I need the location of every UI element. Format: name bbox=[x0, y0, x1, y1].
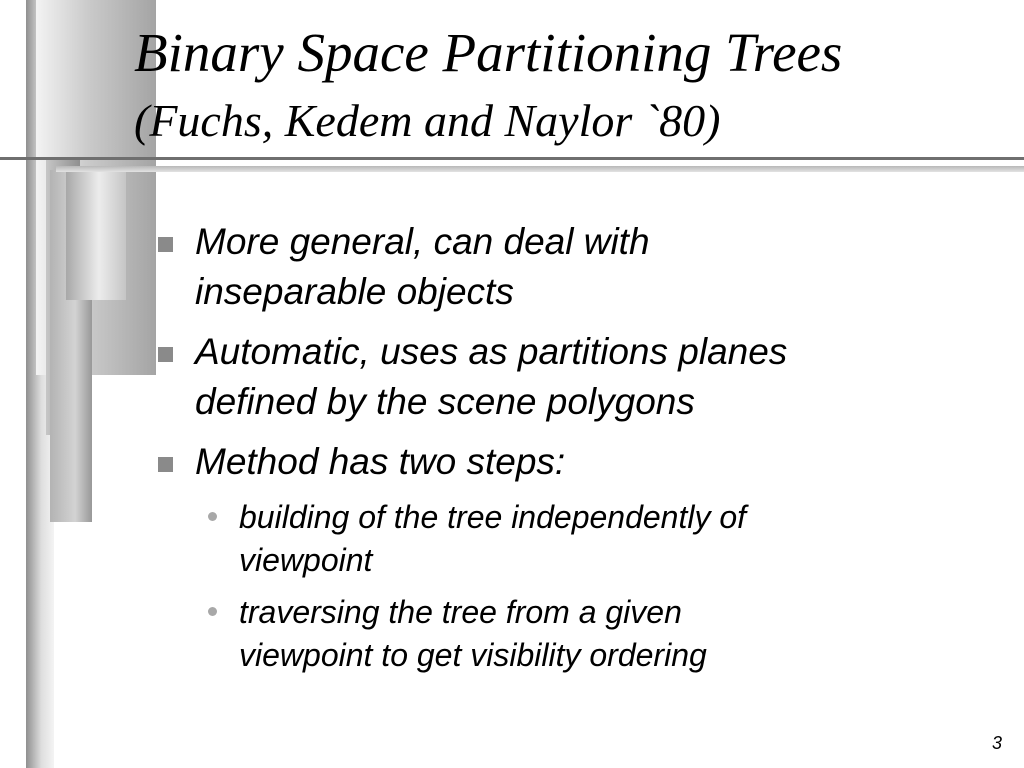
sub-bullet-text-line: building of the tree independently of bbox=[239, 499, 747, 535]
bullet-text-line: inseparable objects bbox=[195, 271, 514, 312]
square-bullet-icon bbox=[158, 237, 173, 252]
title-divider-shadow bbox=[56, 166, 1024, 172]
sub-bullet-text-line: viewpoint to get visibility ordering bbox=[239, 637, 707, 673]
decorative-bar bbox=[66, 168, 126, 300]
square-bullet-icon bbox=[158, 457, 173, 472]
bullet-text-line: defined by the scene polygons bbox=[195, 381, 695, 422]
square-bullet-icon bbox=[158, 347, 173, 362]
bullet-text-line: More general, can deal with bbox=[195, 221, 650, 262]
dot-bullet-icon bbox=[208, 607, 217, 616]
sub-bullet-text-line: viewpoint bbox=[239, 542, 373, 578]
bullet-text-line: Method has two steps: bbox=[195, 441, 566, 482]
page-number: 3 bbox=[991, 733, 1002, 753]
dot-bullet-icon bbox=[208, 512, 217, 521]
slide-subtitle: (Fuchs, Kedem and Naylor `80) bbox=[134, 95, 721, 146]
sub-bullet-text-line: traversing the tree from a given bbox=[239, 594, 682, 630]
bullet-text-line: Automatic, uses as partitions planes bbox=[195, 331, 788, 372]
title-divider bbox=[0, 157, 1024, 160]
slide-title: Binary Space Partitioning Trees bbox=[134, 22, 843, 83]
